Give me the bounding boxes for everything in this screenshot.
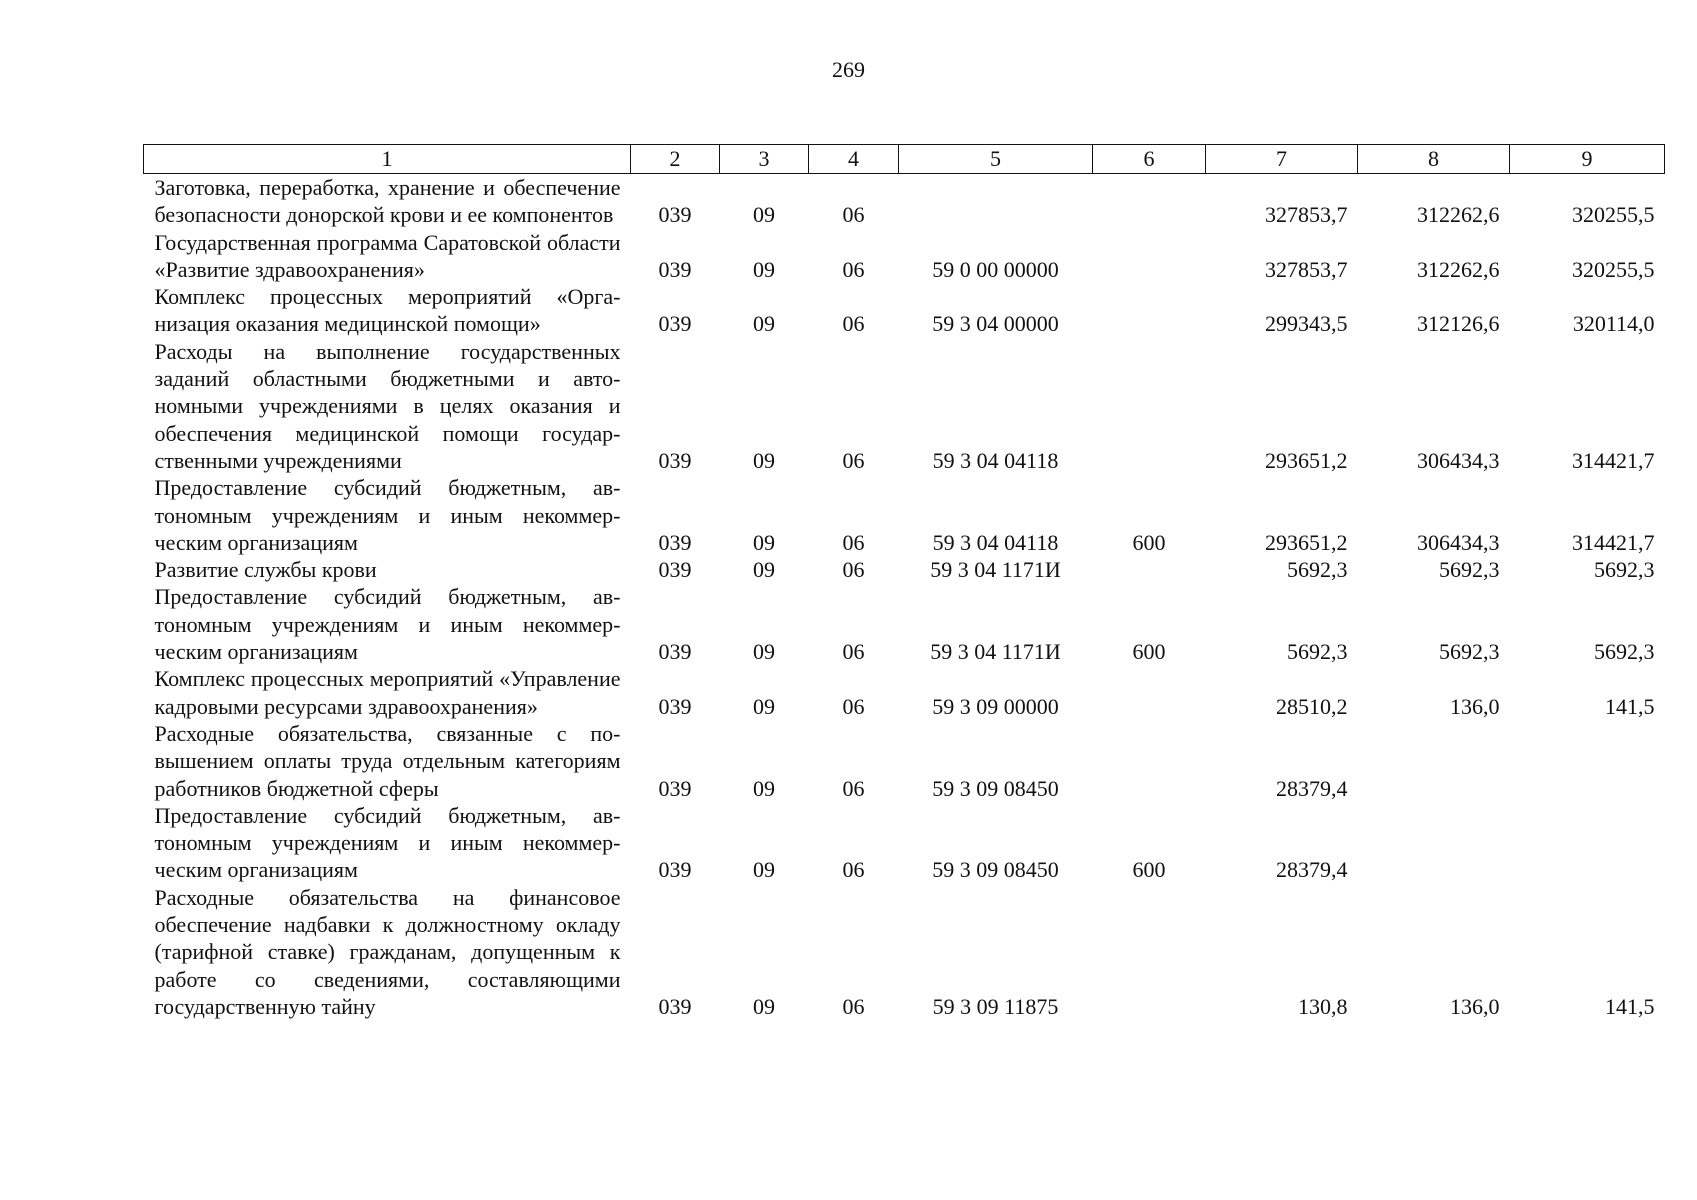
budget-table xyxy=(143,144,1665,1020)
row-target-article-cell: 59 3 09 00000 xyxy=(932,693,1059,719)
table-row xyxy=(144,229,1665,284)
row-amount-cell: 312262,6 xyxy=(1417,202,1500,228)
row-target-article-cell: 59 3 04 04118 xyxy=(932,529,1059,555)
row-expense-type-cell xyxy=(1093,283,1206,338)
row-subsection-cell: 06 xyxy=(842,693,865,719)
column-header: 4 xyxy=(809,145,899,174)
row-amount-cell: 312126,6 xyxy=(1417,311,1500,337)
row-name-cell: Расходы на выполнение государственных заданий областными бюджетными и автономными учреждениями в целях оказания и обеспечения медицинской помощи государственными учреждениями xyxy=(154,338,621,473)
row-expense-type-cell: 600 xyxy=(1132,639,1166,665)
column-header: 1 xyxy=(144,145,631,174)
row-name-cell: Расходные обязательства на финансовое обеспечение надбавки к должностному окладу (тарифной ставке) гражданам, допущенным к работе со сведениями, составляющими государственную тайну xyxy=(154,884,621,1019)
column-header: 8 xyxy=(1358,145,1510,174)
row-amount-cell xyxy=(1510,720,1665,802)
row-subsection-cell: 06 xyxy=(842,775,865,801)
row-target-article-cell: 59 0 00 00000 xyxy=(932,256,1059,282)
row-code-cell: 039 xyxy=(658,447,692,473)
row-code-cell: 039 xyxy=(658,311,692,337)
row-name-cell: Заготовка, переработка, хранение и обеспечение безопасности донорской крови и ее компонентов xyxy=(154,175,621,228)
row-expense-type-cell xyxy=(1093,884,1206,1020)
row-expense-type-cell xyxy=(1093,665,1206,720)
row-target-article-cell: 59 3 09 08450 xyxy=(932,775,1059,801)
row-amount-cell xyxy=(1358,720,1510,802)
row-amount-cell xyxy=(1358,802,1510,884)
row-name-cell: Государственная программа Саратовской области «Развитие здравоохранения» xyxy=(154,229,621,282)
table-row xyxy=(144,283,1665,338)
row-target-article-cell: 59 3 09 11875 xyxy=(932,993,1059,1019)
row-name-cell: Предоставление субсидий бюджетным, автономным учреждениям и иным некоммерческим организациям xyxy=(154,802,621,883)
table-row xyxy=(144,802,1665,884)
row-code-cell: 039 xyxy=(658,557,692,583)
row-amount-cell: 5692,3 xyxy=(1287,557,1348,583)
page-number: 269 xyxy=(832,57,865,82)
row-subsection-cell: 06 xyxy=(842,557,865,583)
table-row xyxy=(144,556,1665,583)
row-subsection-cell: 06 xyxy=(842,447,865,473)
row-target-article-cell: 59 3 04 00000 xyxy=(932,311,1059,337)
column-header: 3 xyxy=(720,145,809,174)
row-section-cell: 09 xyxy=(753,557,775,583)
row-amount-cell: 28379,4 xyxy=(1276,775,1348,801)
row-expense-type-cell xyxy=(1093,174,1206,229)
row-expense-type-cell xyxy=(1093,338,1206,474)
table-row xyxy=(144,338,1665,474)
row-amount-cell: 314421,7 xyxy=(1572,529,1655,555)
row-subsection-cell: 06 xyxy=(842,993,865,1019)
row-expense-type-cell: 600 xyxy=(1132,857,1166,883)
row-name-cell: Расходные обязательства, связанные с повышением оплаты труда отдельным категориям работников бюджетной сферы xyxy=(154,720,621,801)
row-amount-cell: 130,8 xyxy=(1298,993,1348,1019)
row-section-cell: 09 xyxy=(753,857,775,883)
row-subsection-cell: 06 xyxy=(842,202,865,228)
row-amount-cell: 312262,6 xyxy=(1417,256,1500,282)
row-amount-cell: 5692,3 xyxy=(1439,557,1500,583)
row-target-article-cell: 59 3 09 08450 xyxy=(932,857,1059,883)
row-amount-cell: 320255,5 xyxy=(1572,256,1655,282)
row-section-cell: 09 xyxy=(753,993,775,1019)
row-subsection-cell: 06 xyxy=(842,529,865,555)
column-header: 7 xyxy=(1206,145,1358,174)
row-code-cell: 039 xyxy=(658,775,692,801)
table-body xyxy=(144,174,1665,1021)
row-amount-cell: 5692,3 xyxy=(1287,639,1348,665)
row-subsection-cell: 06 xyxy=(842,857,865,883)
row-amount-cell: 327853,7 xyxy=(1265,256,1348,282)
row-section-cell: 09 xyxy=(753,639,775,665)
row-amount-cell: 293651,2 xyxy=(1265,529,1348,555)
row-amount-cell: 306434,3 xyxy=(1417,447,1500,473)
row-code-cell: 039 xyxy=(658,639,692,665)
table-row xyxy=(144,474,1665,556)
row-subsection-cell: 06 xyxy=(842,311,865,337)
row-amount-cell: 299343,5 xyxy=(1265,311,1348,337)
table-row xyxy=(144,884,1665,1020)
row-amount-cell: 293651,2 xyxy=(1265,447,1348,473)
row-amount-cell: 141,5 xyxy=(1605,993,1655,1019)
row-amount-cell: 320255,5 xyxy=(1572,202,1655,228)
row-target-article-cell: 59 3 04 1171И xyxy=(930,557,1061,583)
row-code-cell: 039 xyxy=(658,693,692,719)
row-amount-cell: 136,0 xyxy=(1450,993,1500,1019)
row-amount-cell xyxy=(1510,802,1665,884)
row-section-cell: 09 xyxy=(753,311,775,337)
row-code-cell: 039 xyxy=(658,256,692,282)
table-row xyxy=(144,665,1665,720)
row-amount-cell: 5692,3 xyxy=(1439,639,1500,665)
row-target-article-cell: 59 3 04 1171И xyxy=(930,639,1061,665)
row-subsection-cell: 06 xyxy=(842,639,865,665)
row-name-cell: Комплекс процессных мероприятий «Организация оказания медицинской помощи» xyxy=(154,284,621,337)
row-expense-type-cell xyxy=(1093,229,1206,284)
row-code-cell: 039 xyxy=(658,202,692,228)
row-section-cell: 09 xyxy=(753,529,775,555)
table-row xyxy=(144,720,1665,802)
row-section-cell: 09 xyxy=(753,775,775,801)
row-target-article-cell xyxy=(899,174,1093,229)
row-code-cell: 039 xyxy=(658,529,692,555)
row-amount-cell: 320114,0 xyxy=(1572,311,1655,337)
table-row xyxy=(144,583,1665,665)
row-name-cell: Развитие службы крови xyxy=(154,557,377,583)
row-subsection-cell: 06 xyxy=(842,256,865,282)
row-section-cell: 09 xyxy=(753,256,775,282)
column-header: 6 xyxy=(1093,145,1206,174)
column-header: 5 xyxy=(899,145,1093,174)
row-amount-cell: 136,0 xyxy=(1450,693,1500,719)
row-target-article-cell: 59 3 04 04118 xyxy=(932,447,1059,473)
table-row xyxy=(144,174,1665,229)
row-amount-cell: 306434,3 xyxy=(1417,529,1500,555)
row-name-cell: Комплекс процессных мероприятий «Управление кадровыми ресурсами здравоохранения» xyxy=(154,666,621,719)
row-amount-cell: 314421,7 xyxy=(1572,447,1655,473)
row-section-cell: 09 xyxy=(753,693,775,719)
row-expense-type-cell xyxy=(1093,556,1206,583)
column-header: 9 xyxy=(1510,145,1665,174)
row-name-cell: Предоставление субсидий бюджетным, автономным учреждениям и иным некоммерческим организациям xyxy=(154,475,621,555)
row-amount-cell: 141,5 xyxy=(1605,693,1655,719)
row-amount-cell: 28379,4 xyxy=(1276,857,1348,883)
row-expense-type-cell xyxy=(1093,720,1206,802)
row-section-cell: 09 xyxy=(753,447,775,473)
row-amount-cell: 327853,7 xyxy=(1265,202,1348,228)
row-amount-cell: 28510,2 xyxy=(1276,693,1348,719)
column-header: 2 xyxy=(631,145,720,174)
row-name-cell: Предоставление субсидий бюджетным, автономным учреждениям и иным некоммерческим организациям xyxy=(154,584,621,665)
row-code-cell: 039 xyxy=(658,993,692,1019)
row-amount-cell: 5692,3 xyxy=(1594,639,1655,665)
table-header-row xyxy=(144,145,1665,174)
row-amount-cell: 5692,3 xyxy=(1594,557,1655,583)
row-expense-type-cell: 600 xyxy=(1132,529,1166,555)
row-section-cell: 09 xyxy=(753,202,775,228)
row-code-cell: 039 xyxy=(658,857,692,883)
